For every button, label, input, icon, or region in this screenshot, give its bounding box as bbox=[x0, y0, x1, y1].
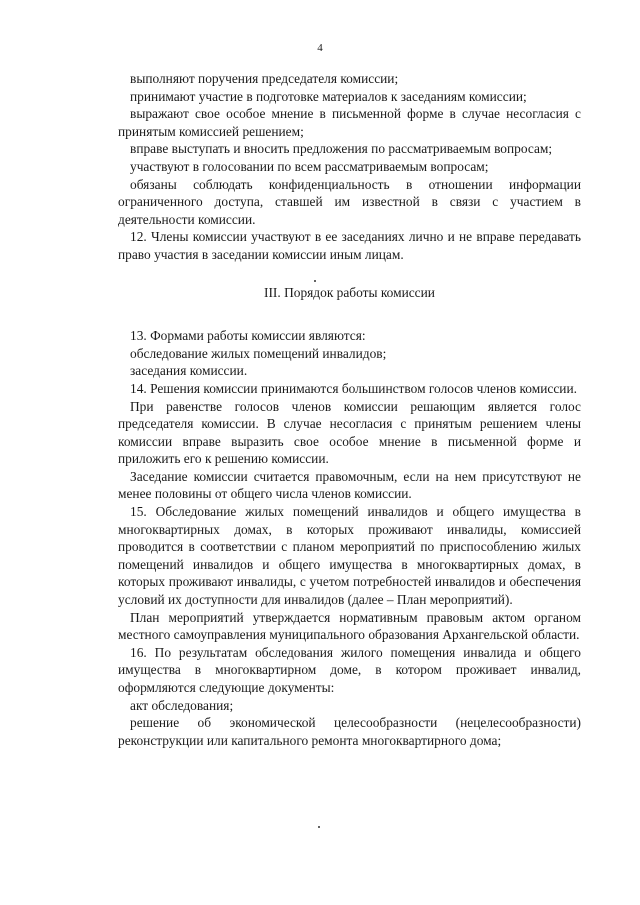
document-body bbox=[118, 70, 581, 749]
page-number: 4 bbox=[317, 42, 323, 54]
paragraph: 15. Обследование жилых помещений инвалидов и общего имущества в многоквартирных домах, в которых проживают инвалиды, комиссией проводится в соответствии с планом мероприятий по приспособлению жилых помещений инвалидов и общего имущества в многоквартирных домах, в которых проживают инвалиды, с учетом потребностей инвалидов и обеспечения условий их доступности для инвалидов (далее – План мероприятий). bbox=[118, 504, 581, 608]
paragraph: решение об экономической целесообразности (нецелесообразности) реконструкции или капитального ремонта многоквартирного дома; bbox=[118, 715, 581, 748]
paragraph: акт обследования; bbox=[130, 697, 234, 713]
scan-speck bbox=[318, 826, 320, 828]
paragraph: 12. Члены комиссии участвуют в ее заседаниях лично и не вправе передавать право участия в заседании комиссии иным лицам. bbox=[118, 229, 581, 262]
paragraph: выражают свое особое мнение в письменной форме в случае несогласия с принятым комиссией решением; bbox=[118, 106, 581, 139]
paragraph: выполняют поручения председателя комиссии; bbox=[130, 71, 399, 86]
paragraph: 14. Решения комиссии принимаются большинством голосов членов комиссии. bbox=[130, 380, 577, 396]
paragraph: Заседание комиссии считается правомочным, если на нем присутствуют не менее половины от общего числа членов комиссии. bbox=[118, 468, 581, 502]
paragraph: обязаны соблюдать конфиденциальность в отношении информации ограниченного доступа, ставшей им известной в связи с участием в деятельности комиссии. bbox=[118, 176, 581, 227]
paragraph: участвуют в голосовании по всем рассматриваемым вопросам; bbox=[130, 158, 489, 174]
paragraph: вправе выступать и вносить предложения по рассматриваемым вопросам; bbox=[130, 141, 553, 157]
paragraph: План мероприятий утверждается нормативным правовым актом органом местного самоуправления муниципального образования Архангельской области. bbox=[118, 609, 581, 643]
paragraph: заседания комиссии. bbox=[130, 363, 248, 379]
scan-speck bbox=[314, 280, 316, 282]
paragraph: 13. Формами работы комиссии являются: bbox=[130, 328, 366, 344]
paragraph: обследование жилых помещений инвалидов; bbox=[130, 345, 387, 361]
paragraph: принимают участие в подготовке материалов к заседаниям комиссии; bbox=[130, 88, 527, 104]
paragraph: 16. По результатам обследования жилого помещения инвалида и общего имущества в многоквартирном доме, в котором проживает инвалид, оформляются следующие документы: bbox=[118, 644, 581, 695]
section-heading: III. Порядок работы комиссии bbox=[264, 284, 435, 300]
paragraph: При равенстве голосов членов комиссии решающим является голос председателя комиссии. В случае несогласия с принятым решением члены комиссии вправе выразить свое особое мнение в письменной форме и приложить его к решению комиссии. bbox=[118, 398, 581, 467]
